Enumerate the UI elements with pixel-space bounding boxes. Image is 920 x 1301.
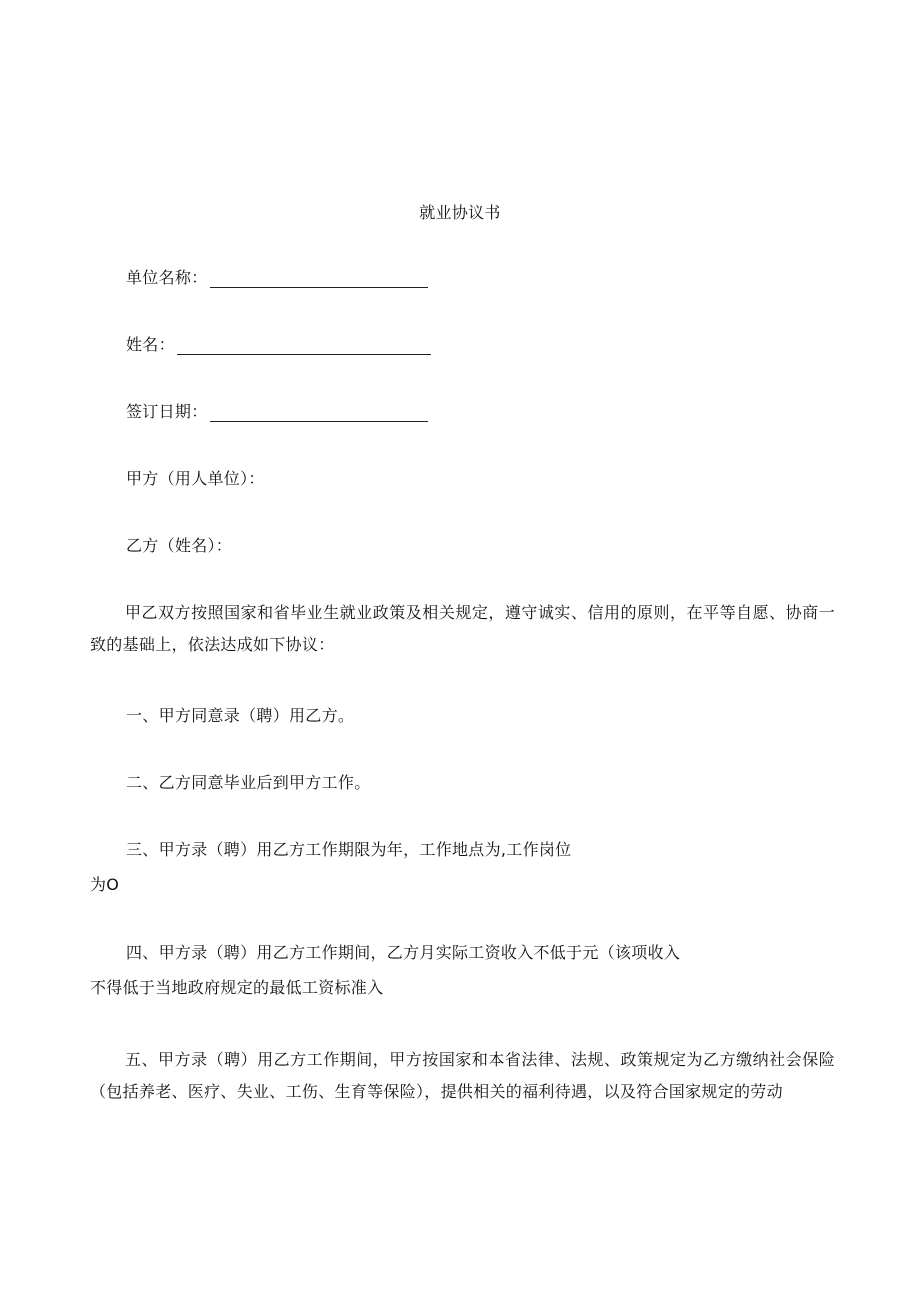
name-blank (177, 338, 431, 355)
clause-4-line-2: 不得低于当地政府规定的最低工资标准入 (90, 978, 384, 997)
intro-paragraph: 甲乙双方按照国家和省毕业生就业政策及相关规定，遵守诚实、信用的原则，在平等自愿、协商一致的基础上，依法达成如下协议： (90, 603, 835, 654)
document-title: 就业协议书 (419, 203, 501, 222)
party-b-label: 乙方（姓名）： (126, 536, 233, 555)
clause-3-line-1: 三、甲方录（聘）用乙方工作期限为年，工作地点为,工作岗位 (126, 840, 572, 859)
clause-3-line-2: 为O (90, 875, 120, 894)
clause-2: 二、乙方同意毕业后到甲方工作。 (126, 773, 371, 792)
sign-date-blank (210, 405, 428, 422)
clause-4-line-1: 四、甲方录（聘）用乙方工作期间，乙方月实际工资收入不低于元（该项收入 (126, 943, 681, 962)
unit-name-field (126, 268, 428, 288)
clause-1: 一、甲方同意录（聘）用乙方。 (126, 706, 355, 725)
name-label: 姓名： (126, 335, 175, 354)
unit-name-blank (210, 271, 428, 288)
sign-date-label: 签订日期： (126, 402, 208, 421)
name-field (126, 335, 431, 355)
party-a-label: 甲方（用人单位）： (126, 469, 265, 488)
clause-5-paragraph: 五、甲方录（聘）用乙方工作期间，甲方按国家和本省法律、法规、政策规定为乙方缴纳社会保险（包括养老、医疗、失业、工伤、生育等保险），提供相关的福利待遇，以及符合国家规定的劳动 (90, 1050, 835, 1101)
unit-name-label: 单位名称： (126, 268, 208, 287)
sign-date-field (126, 402, 428, 422)
